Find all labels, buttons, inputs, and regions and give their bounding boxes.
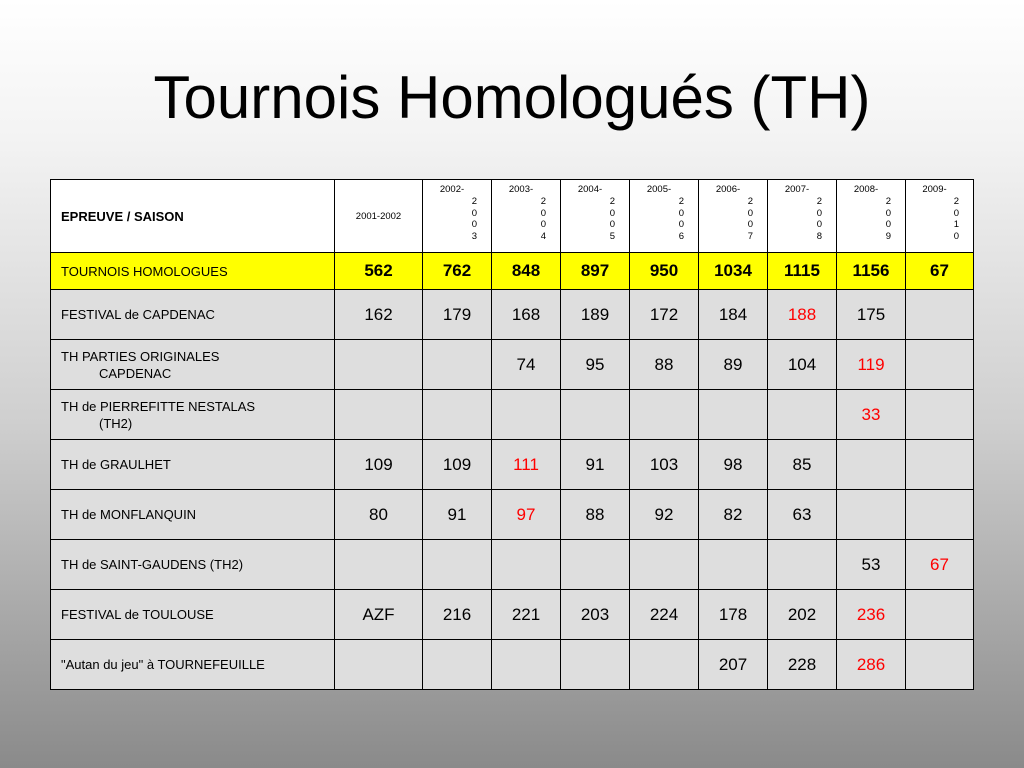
total-row [51,253,974,290]
row-label-continued: (TH2) [99,415,133,431]
season-end-digit: 2 [609,195,615,207]
value-cell [699,540,768,590]
value-cell [335,640,423,690]
value-cell [492,540,561,590]
row-label-cell [51,490,335,540]
season-end-digit: 0 [540,207,546,219]
header-season-4 [630,180,699,253]
value-cell: 89 [699,340,768,390]
total-value-cell: 848 [492,253,561,290]
total-value-cell: 1034 [699,253,768,290]
season-end-digit: 8 [816,231,822,243]
value-cell: 172 [630,290,699,340]
value-cell: 184 [699,290,768,340]
header-season-5 [699,180,768,253]
value-cell: 221 [492,590,561,640]
season-end-digits [699,196,767,243]
value-cell: 95 [561,340,630,390]
value-cell [561,640,630,690]
value-cell [906,440,974,490]
season-end-digits [561,196,629,243]
table-row [51,390,974,440]
value-cell: 98 [699,440,768,490]
value-cell: 53 [837,540,906,590]
value-cell: 168 [492,290,561,340]
value-cell: 109 [335,440,423,490]
season-end-digit: 3 [471,231,477,243]
row-label: TH de SAINT-GAUDENS (TH2) [61,557,244,572]
value-cell: 74 [492,340,561,390]
season-start: 2004- [577,184,603,195]
value-cell [906,390,974,440]
value-cell: 97 [492,490,561,540]
value-cell: 178 [699,590,768,640]
row-label-cell [51,640,335,690]
season-end-digit: 0 [471,207,477,219]
value-cell: 203 [561,590,630,640]
value-cell [492,640,561,690]
season-end-digit: 0 [953,207,959,219]
row-label-cell [51,290,335,340]
season-end-digit: 0 [609,207,615,219]
row-label-cell [51,340,335,390]
row-label-cell [51,440,335,490]
value-cell [423,340,492,390]
season-end-digit: 2 [816,195,822,207]
season-end-digit: 0 [885,219,891,231]
season-end-digit: 5 [609,231,615,243]
header-epreuve-saison: EPREUVE / SAISON [51,180,335,253]
value-cell [768,540,837,590]
total-value-cell: 950 [630,253,699,290]
value-cell: 216 [423,590,492,640]
row-label: FESTIVAL de TOULOUSE [61,607,214,622]
season-start: 2003- [508,184,534,195]
season-end-digit: 2 [885,195,891,207]
header-season-2 [492,180,561,253]
value-cell: 224 [630,590,699,640]
value-cell: 109 [423,440,492,490]
value-cell [492,390,561,440]
total-value-cell: 1115 [768,253,837,290]
total-value-cell: 762 [423,253,492,290]
header-season-3 [561,180,630,253]
value-cell: 162 [335,290,423,340]
value-cell: 67 [906,540,974,590]
table-row [51,640,974,690]
value-cell [906,340,974,390]
value-cell [423,390,492,440]
value-cell: 92 [630,490,699,540]
total-value-cell: 67 [906,253,974,290]
value-cell [335,390,423,440]
season-end-digit: 0 [816,207,822,219]
value-cell [768,390,837,440]
header-row [51,180,974,253]
row-label: TH de GRAULHET [61,457,171,472]
row-label: TH de MONFLANQUIN [61,507,197,522]
row-label-cell [51,540,335,590]
season-end-digits [906,196,973,243]
value-cell: 80 [335,490,423,540]
season-end-digits [423,196,491,243]
season-end-digit: 1 [953,219,959,231]
value-cell [335,540,423,590]
season-end-digit: 6 [678,231,684,243]
season-end-digit: 0 [471,219,477,231]
season-end-digit: 0 [678,219,684,231]
season-start: 2005- [646,184,672,195]
season-end-digit: 7 [747,231,753,243]
table-row [51,490,974,540]
value-cell [837,440,906,490]
season-end-digit: 0 [540,219,546,231]
season-end-digits [492,196,560,243]
season-end-digits [630,196,698,243]
total-value-cell: 897 [561,253,630,290]
value-cell: 228 [768,640,837,690]
season-start: 2009- [922,184,947,195]
header-season-8 [906,180,974,253]
season-end-digit: 2 [471,195,477,207]
value-cell: 103 [630,440,699,490]
value-cell: 202 [768,590,837,640]
value-cell: 119 [837,340,906,390]
table-row [51,440,974,490]
value-cell [561,540,630,590]
value-cell: 189 [561,290,630,340]
value-cell: 91 [423,490,492,540]
value-cell [906,590,974,640]
value-cell: 207 [699,640,768,690]
season-end-digit: 2 [747,195,753,207]
value-cell [630,540,699,590]
value-cell: 63 [768,490,837,540]
season-end-digits [768,196,836,243]
value-cell: 175 [837,290,906,340]
value-cell [906,290,974,340]
value-cell [423,640,492,690]
value-cell: 236 [837,590,906,640]
value-cell [906,490,974,540]
value-cell [837,490,906,540]
season-end-digit: 2 [540,195,546,207]
row-label: FESTIVAL de CAPDENAC [61,307,215,322]
row-label: TH de PIERREFITTE NESTALAS [61,398,256,414]
table-row [51,590,974,640]
season-start: 2006- [715,184,741,195]
value-cell [906,640,974,690]
season-end-digit: 2 [953,195,959,207]
total-value-cell: 562 [335,253,423,290]
season-end-digit: 0 [747,219,753,231]
season-end-digit: 0 [609,219,615,231]
value-cell: 286 [837,640,906,690]
header-season-1 [423,180,492,253]
row-label-cell [51,390,335,440]
season-end-digit: 0 [953,231,959,243]
row-label-continued: CAPDENAC [99,365,172,381]
total-row-label: TOURNOIS HOMOLOGUES [51,253,335,290]
value-cell: 111 [492,440,561,490]
season-end-digit: 0 [816,219,822,231]
value-cell: 33 [837,390,906,440]
row-label: TH PARTIES ORIGINALES [61,348,220,364]
table-row [51,290,974,340]
value-cell: 91 [561,440,630,490]
value-cell: 188 [768,290,837,340]
value-cell: 85 [768,440,837,490]
value-cell: 82 [699,490,768,540]
table-row [51,340,974,390]
season-end-digit: 2 [678,195,684,207]
season-end-digit: 0 [678,207,684,219]
season-end-digits [837,196,905,243]
header-season-6 [768,180,837,253]
season-start: 2002- [439,184,465,195]
value-cell [561,390,630,440]
season-start: 2008- [853,184,879,195]
season-start: 2007- [784,184,810,195]
value-cell: 88 [630,340,699,390]
header-season-7 [837,180,906,253]
value-cell [630,390,699,440]
tournaments-table [50,179,974,690]
value-cell: 88 [561,490,630,540]
season-end-digit: 0 [747,207,753,219]
slide-title: Tournois Homologués (TH) [153,64,871,131]
value-cell [699,390,768,440]
row-label: "Autan du jeu" à TOURNEFEUILLE [61,657,265,672]
value-cell [423,540,492,590]
value-cell: AZF [335,590,423,640]
value-cell [335,340,423,390]
season-end-digit: 4 [540,231,546,243]
value-cell [630,640,699,690]
value-cell: 104 [768,340,837,390]
season-end-digit: 9 [885,231,891,243]
season-end-digit: 0 [885,207,891,219]
value-cell: 179 [423,290,492,340]
row-label-cell [51,590,335,640]
table-row [51,540,974,590]
total-value-cell: 1156 [837,253,906,290]
header-season-2001-2002: 2001-2002 [335,180,423,253]
